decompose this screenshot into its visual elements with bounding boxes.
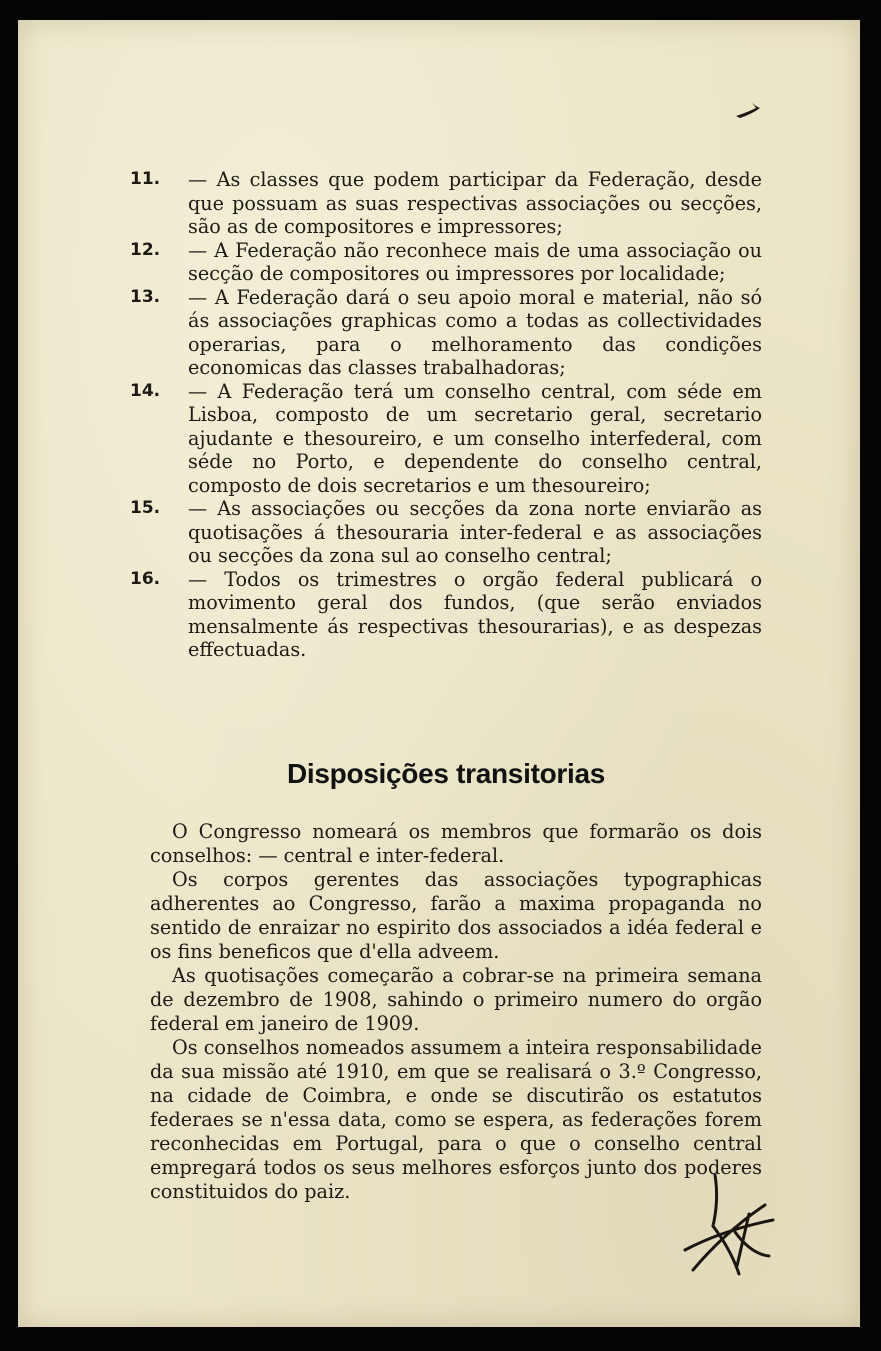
paragraph: Os conselhos nomeados assumem a inteira responsabilidade da sua missão até 1910, em que se realisará o 3.º Congresso, na cidade de Coimbra, e onde se discutirão os estatutos federaes se n'essa data, como se espera, as federações forem reconhecidas em Portugal, para o que o conselho central empregará todos os seus melhores esforços junto dos poderes constituidos do paiz. [150, 1036, 762, 1203]
document-page [18, 20, 860, 1327]
article-number: 12. [130, 239, 161, 260]
article-text: — A Federação dará o seu apoio moral e material, não só ás associações graphicas como a todas as collectividades operarias, para o melhoramento das condições economicas das classes trabalhadoras; [188, 285, 762, 379]
section-title: Disposições transitorias [286, 758, 606, 789]
article-15 [130, 497, 762, 568]
article-text: — A Federação não reconhece mais de uma associação ou secção de compositores ou impressores por localidade; [188, 238, 762, 285]
article-12 [130, 239, 762, 286]
ink-mark-icon [726, 94, 766, 124]
article-11 [130, 168, 762, 239]
paragraph: O Congresso nomeará os membros que formarão os dois conselhos: — central e inter-federal. [150, 820, 762, 867]
article-number: 13. [130, 286, 161, 307]
article-16 [130, 568, 762, 662]
articles-list [130, 168, 762, 662]
article-number: 11. [130, 169, 161, 189]
article-text: — As associações ou secções da zona norte enviarão as quotisações á thesouraria inter-federal e as associações ou secções da zona sul ao conselho central; [188, 497, 762, 567]
article-text: — A Federação terá um conselho central, com séde em Lisboa, composto de um secretario geral, secretario ajudante e thesoureiro, e um conselho interfederal, com séde no Porto, e dependente do conselho central, composto de dois secretarios e um thesoureiro; [188, 379, 762, 497]
article-text: — As classes que podem participar da Federação, desde que possuam as suas respectivas associações ou secções, são as de compositores e impressores; [188, 168, 762, 238]
article-text: — Todos os trimestres o orgão federal publicará o movimento geral dos fundos, (que serão enviados mensalmente ás respectivas thesourarias), e as despezas effectuadas. [188, 567, 762, 661]
article-number: 16. [130, 568, 161, 589]
article-number: 15. [130, 498, 161, 518]
paragraph: As quotisações começarão a cobrar-se na primeira semana de dezembro de 1908, sahindo o primeiro numero do orgão federal em janeiro de 1909. [150, 964, 762, 1035]
article-number: 14. [130, 380, 161, 401]
handwritten-monogram [673, 1170, 783, 1280]
article-13 [130, 286, 762, 380]
article-14 [130, 380, 762, 498]
paragraph: Os corpos gerentes das associações typographicas adherentes ao Congresso, farão a maxima propaganda no sentido de enraizar no espirito dos associados a idéa federal e os fins beneficos que d'ella adveem. [150, 868, 762, 963]
transitional-provisions [150, 820, 762, 1204]
